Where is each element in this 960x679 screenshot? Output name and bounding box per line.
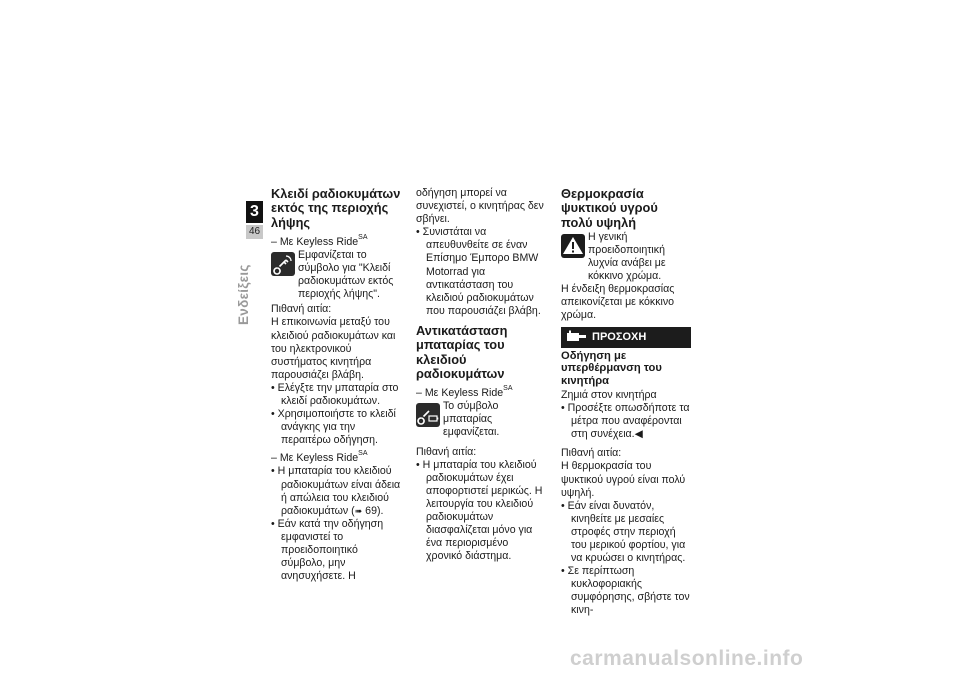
warning-lamp-text: Η γενική προειδοποιητική λυχνία ανάβει με κόκκινο χρώμα.	[588, 230, 666, 283]
sa-superscript-2: SA	[358, 450, 368, 458]
battery-icon-text: Το σύμβολο μπαταρίας εμφανίζεται.	[443, 400, 500, 439]
key-battery-icon	[416, 403, 440, 427]
page-number: 46	[246, 225, 263, 239]
cause-label-2: Πιθανή αιτία:	[416, 445, 477, 458]
bullet-battery-partially-discharged: • Η μπαταρία του κλειδιού ραδιοκυμάτων έχει αποφορτιστεί μερικώς. Η λειτουργία του κλειδιού ραδιοκυμάτων διασφαλίζεται μόνο για ένα περιορισμένο χρονικό διάστημα.	[416, 458, 543, 563]
heading-coolant-temperature: Θερμοκρασία ψυκτικού υγρού πολύ υψηλή	[561, 186, 658, 230]
chapter-tab: 3	[246, 201, 263, 223]
page-ref-number: 69).	[362, 504, 384, 517]
page-ref-arrow-icon: ➠	[354, 505, 363, 516]
caution-title: Οδήγηση με υπερθέρμανση του κινητήρα	[561, 349, 662, 388]
bullet-while-riding: • Εάν κατά την οδήγηση εμφανιστεί το προειδοποιητικό σύμβολο, μην ανησυχήσετε. Η	[271, 517, 384, 583]
section-side-label: Ενδείξεις	[236, 264, 251, 325]
caution-banner	[561, 327, 691, 348]
watermark: carmanualsonline.info	[570, 647, 804, 670]
cause-text-3: Η θερμοκρασία του ψυκτικού υγρού είναι πολύ υψηλή.	[561, 460, 686, 499]
key-icon-block	[271, 249, 401, 301]
keyless-ride-line-3	[416, 382, 546, 400]
battery-icon-block	[416, 400, 546, 439]
bullet-traffic-jam: • Σε περίπτωση κυκλοφοριακής συμφόρησης, σβήστε τον κινη-	[561, 565, 690, 617]
bullet-battery-empty	[271, 465, 401, 517]
bullet-contact-dealer: • Συνιστάται να απευθυνθείτε σε έναν Επίσημο Έμπορο BMW Motorrad για αντικατάσταση του κλειδιού ραδιοκυμάτων που παρουσιάζει βλάβη.	[416, 226, 541, 317]
heading-key-out-of-range: Κλειδί ραδιοκυμάτων εκτός της περιοχής λήψης	[271, 186, 401, 230]
sa-superscript: SA	[358, 233, 368, 241]
column-3	[561, 187, 691, 618]
caution-bullet: • Προσέξτε οπωσδήποτε τα μέτρα που αναφέρονται στη συνέχεια.◀	[561, 402, 690, 441]
keyless-ride-line-2	[271, 447, 401, 465]
caution-subtitle: Ζημιά στον κινητήρα	[561, 388, 657, 401]
warning-triangle-icon	[561, 234, 585, 258]
temperature-display-text: Η ένδειξη θερμοκρασίας απεικονίζεται με κόκκινο χρώμα.	[561, 283, 675, 322]
keyless-ride-text-3: – Με Keyless Ride	[416, 387, 504, 400]
bullet-check-battery: • Ελέγξτε την μπαταρία στο κλειδί ραδιοκυμάτων.	[271, 381, 399, 408]
bullet-medium-rpm: • Εάν είναι δυνατόν, κινηθείτε με μεσαίες στροφές στην περιοχή του μερικού φορτίου, για να κρυώσει ο κινητήρας.	[561, 499, 686, 565]
key-signal-icon	[271, 252, 295, 276]
cause-label-3: Πιθανή αιτία:	[561, 447, 622, 460]
section-side-label-wrap	[236, 264, 266, 325]
cause-label: Πιθανή αιτία:	[271, 303, 332, 316]
warning-icon-block	[561, 231, 691, 283]
key-icon-text: Εμφανίζεται το σύμβολο για "Κλειδί ραδιοκυμάτων εκτός περιοχής λήψης".	[298, 248, 394, 301]
bullet-battery-empty-text: • Η μπαταρία του κλειδιού ραδιοκυμάτων είναι άδεια ή απώλεια του κλειδιού ραδιοκυμάτων (	[271, 465, 401, 517]
continuation-text: οδήγηση μπορεί να συνεχιστεί, ο κινητήρας δεν σβήνει.	[416, 187, 544, 226]
heading-battery-replacement: Αντικατάσταση μπαταρίας του κλειδιού ραδιοκυμάτων	[416, 322, 508, 381]
bullet-emergency-key: • Χρησιμοποιήστε το κλειδί ανάγκης για την περαιτέρω οδήγηση.	[271, 408, 396, 447]
keyless-ride-text: – Με Keyless Ride	[271, 235, 359, 248]
hand-warning-icon	[566, 330, 588, 345]
cause-text: Η επικοινωνία μεταξύ του κλειδιού ραδιοκυμάτων και του ηλεκτρονικού συστήματος κινητήρα παρουσιάζει βλάβη.	[271, 316, 396, 381]
keyless-ride-line	[271, 231, 401, 249]
column-1	[271, 187, 401, 583]
column-2	[416, 187, 546, 563]
caution-label: ΠΡΟΣΟΧΗ	[592, 330, 647, 343]
sa-superscript-3: SA	[503, 385, 513, 393]
keyless-ride-text-2: – Με Keyless Ride	[271, 452, 359, 465]
